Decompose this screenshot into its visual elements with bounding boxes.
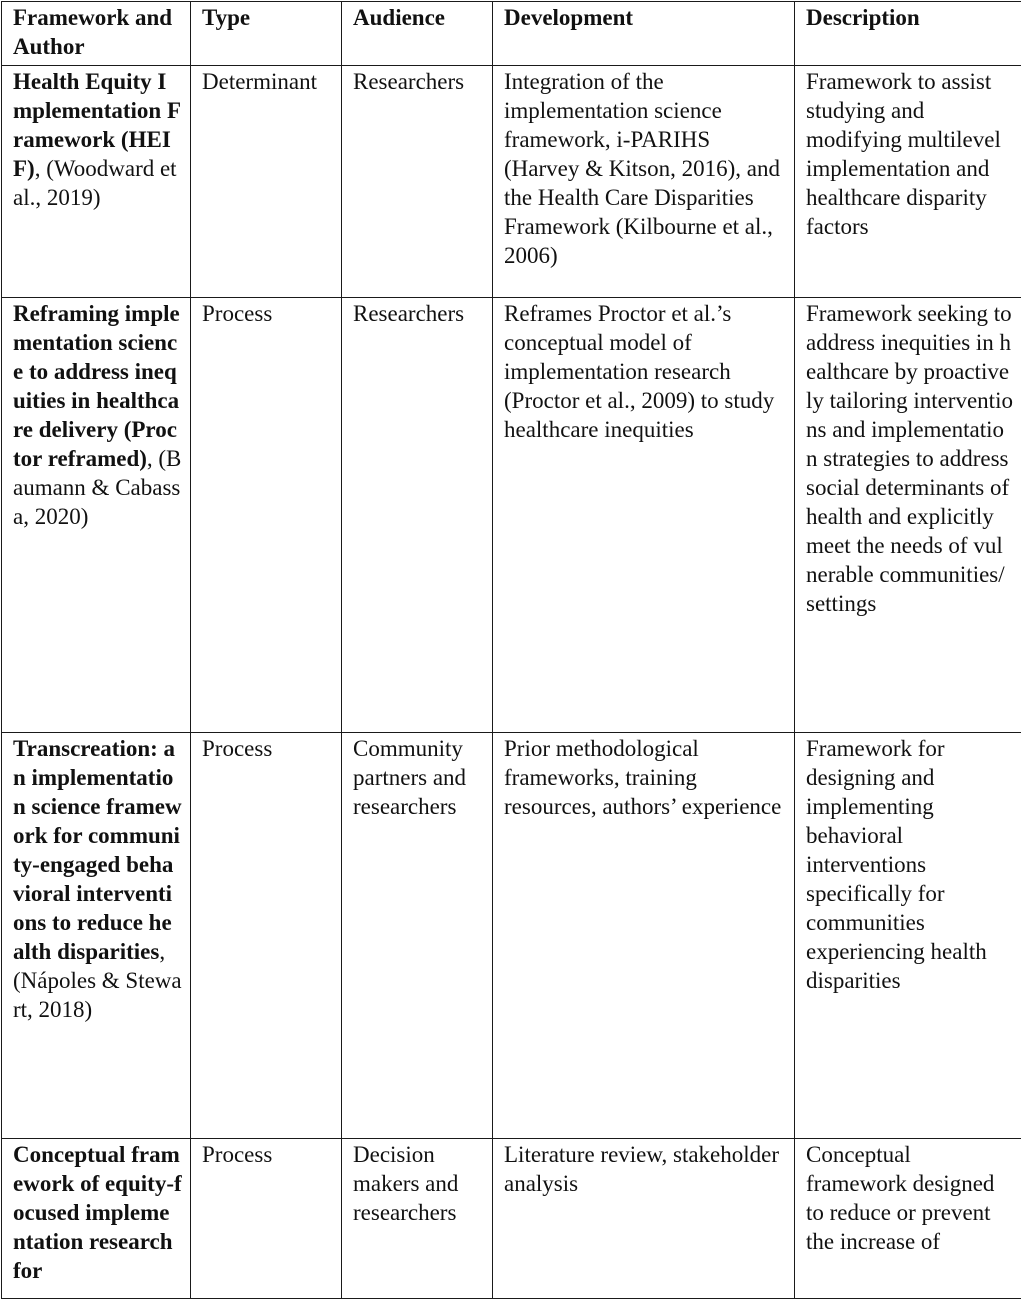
audience-cell: Researchers (342, 66, 493, 298)
audience-cell: Decision makers and researchers (342, 1139, 493, 1299)
framework-author: (Woodward et al., 2019) (13, 156, 177, 210)
development-cell: Prior methodological frameworks, training resources, authors’ experience (493, 733, 795, 1139)
description-cell: Conceptual framework designed to reduce or prevent the increase of (795, 1139, 1021, 1299)
type-cell: Determinant (191, 66, 342, 298)
type-cell: Process (191, 298, 342, 733)
table-header-row (2, 2, 1021, 66)
description-cell: Framework for designing and implementing behavioral interventions specifically for communities experiencing health disparities (795, 733, 1021, 1139)
table-row (2, 1139, 1021, 1299)
header-framework: Framework and Author (2, 2, 191, 66)
framework-name: Transcreation: an implementation science framework for community-engaged behavioral interventions to reduce health disparities (13, 736, 182, 964)
type-cell: Process (191, 1139, 342, 1299)
framework-cell (2, 1139, 191, 1299)
framework-cell: Transcreation: an implementation science framework for community-engaged behavioral interventions to reduce health disparities, (Nápoles & Stewart, 2018) (2, 733, 191, 1139)
header-development: Development (493, 2, 795, 66)
table-row (2, 66, 1021, 298)
framework-author: (Baumann & Cabassa, 2020) (13, 446, 181, 529)
framework-name: Conceptual framework of equity-focused implementation research for (13, 1142, 182, 1283)
development-cell: Reframes Proctor et al.’s conceptual model of implementation research (Proctor et al., 2009) to study healthcare inequities (493, 298, 795, 733)
frameworks-table (1, 1, 1021, 1299)
header-audience: Audience (342, 2, 493, 66)
audience-cell: Community partners and researchers (342, 733, 493, 1139)
framework-cell: Reframing implementation science to address inequities in healthcare delivery (Proctor reframed), (Baumann & Cabassa, 2020) (2, 298, 191, 733)
framework-name: Health Equity Implementation Framework (HEIF) (13, 69, 181, 181)
description-cell: Framework to assist studying and modifying multilevel implementation and healthcare disparity factors (795, 66, 1021, 298)
development-cell: Literature review, stakeholder analysis (493, 1139, 795, 1299)
header-type: Type (191, 2, 342, 66)
header-description: Description (795, 2, 1021, 66)
table-row (2, 298, 1021, 733)
development-cell: Integration of the implementation science framework, i-PARIHS (Harvey & Kitson, 2016), and the Health Care Disparities Framework (Kilbourne et al., 2006) (493, 66, 795, 298)
table-row (2, 733, 1021, 1139)
type-cell: Process (191, 733, 342, 1139)
framework-cell: Health Equity Implementation Framework (HEIF), (Woodward et al., 2019) (2, 66, 191, 298)
audience-cell: Researchers (342, 298, 493, 733)
description-cell: Framework seeking to address inequities in healthcare by proactively tailoring interventions and implementation strategies to address social determinants of health and explicitly meet the needs of vulnerable communities/settings (795, 298, 1021, 733)
framework-author: (Nápoles & Stewart, 2018) (13, 968, 182, 1022)
framework-name: Reframing implementation science to address inequities in healthcare delivery (Proctor reframed) (13, 301, 180, 471)
